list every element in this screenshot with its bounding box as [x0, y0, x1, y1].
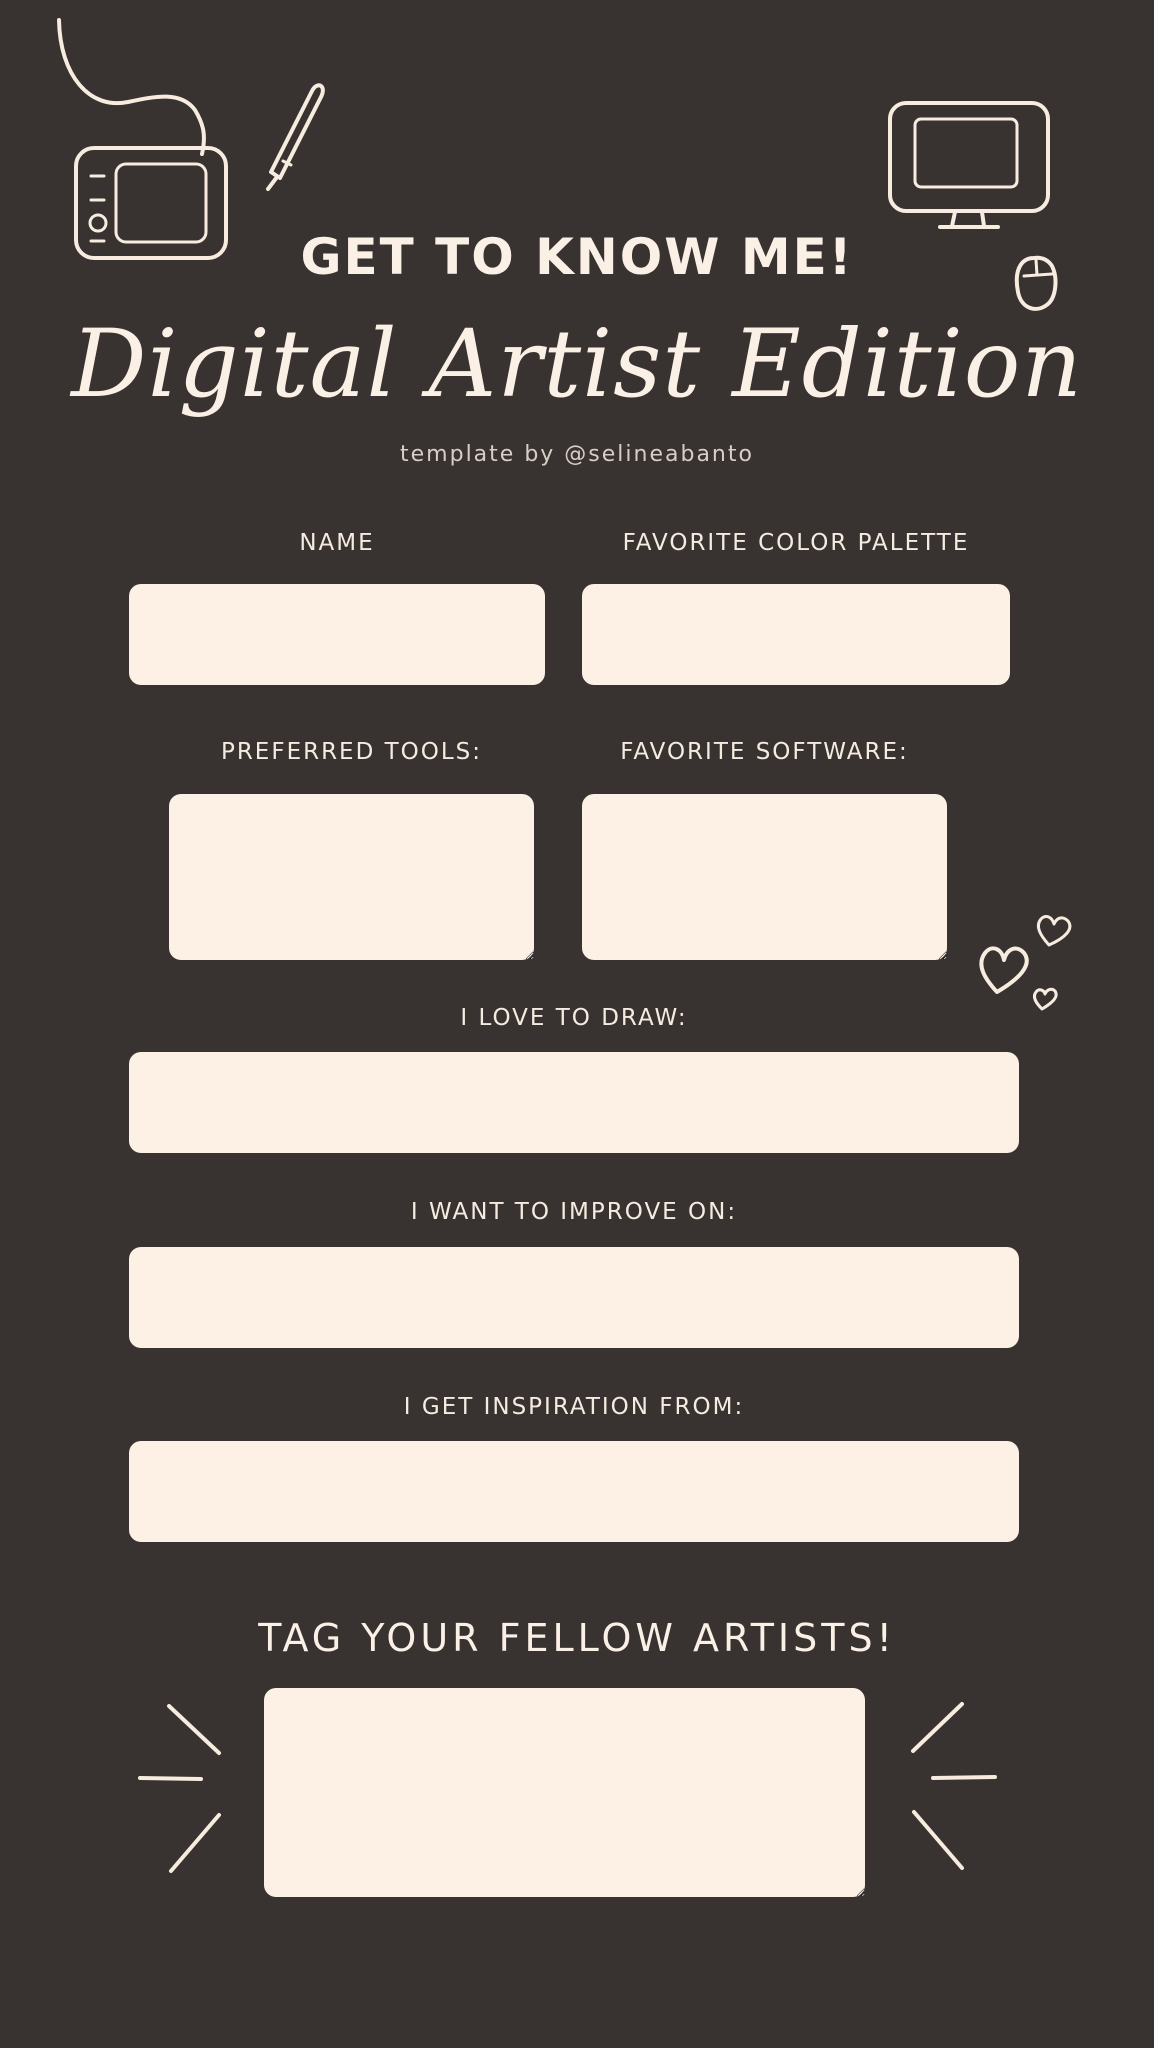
inspiration-from-label: I GET INSPIRATION FROM: — [403, 1394, 745, 1420]
tag-fellow-artists-field[interactable] — [264, 1688, 865, 1897]
favorite-color-palette-field[interactable] — [582, 584, 1010, 685]
monitor-icon — [880, 93, 1060, 243]
tag-fellow-artists-heading: TAG YOUR FELLOW ARTISTS! — [258, 1616, 896, 1660]
inspiration-from-field[interactable] — [129, 1441, 1019, 1542]
sparkle-lines-left-icon — [130, 1696, 230, 1886]
stylus-pen-icon — [253, 77, 343, 197]
preferred-tools-field[interactable] — [169, 794, 534, 960]
favorite-software-label: FAVORITE SOFTWARE: — [620, 739, 909, 765]
improve-on-label: I WANT TO IMPROVE ON: — [410, 1199, 738, 1225]
sparkle-lines-right-icon — [904, 1694, 1004, 1884]
preferred-tools-label: PREFERRED TOOLS: — [220, 739, 483, 765]
favorite-software-field[interactable] — [582, 794, 947, 960]
love-to-draw-field[interactable] — [129, 1052, 1019, 1153]
love-to-draw-label: I LOVE TO DRAW: — [460, 1005, 688, 1031]
script-subtitle: Digital Artist Edition — [71, 310, 1083, 419]
template-credit: template by @selineabanto — [400, 442, 754, 467]
page-title: GET TO KNOW ME! — [300, 228, 854, 286]
improve-on-field[interactable] — [129, 1247, 1019, 1348]
name-field[interactable] — [129, 584, 545, 685]
name-label: NAME — [299, 530, 375, 556]
favorite-color-palette-label: FAVORITE COLOR PALETTE — [622, 530, 970, 556]
